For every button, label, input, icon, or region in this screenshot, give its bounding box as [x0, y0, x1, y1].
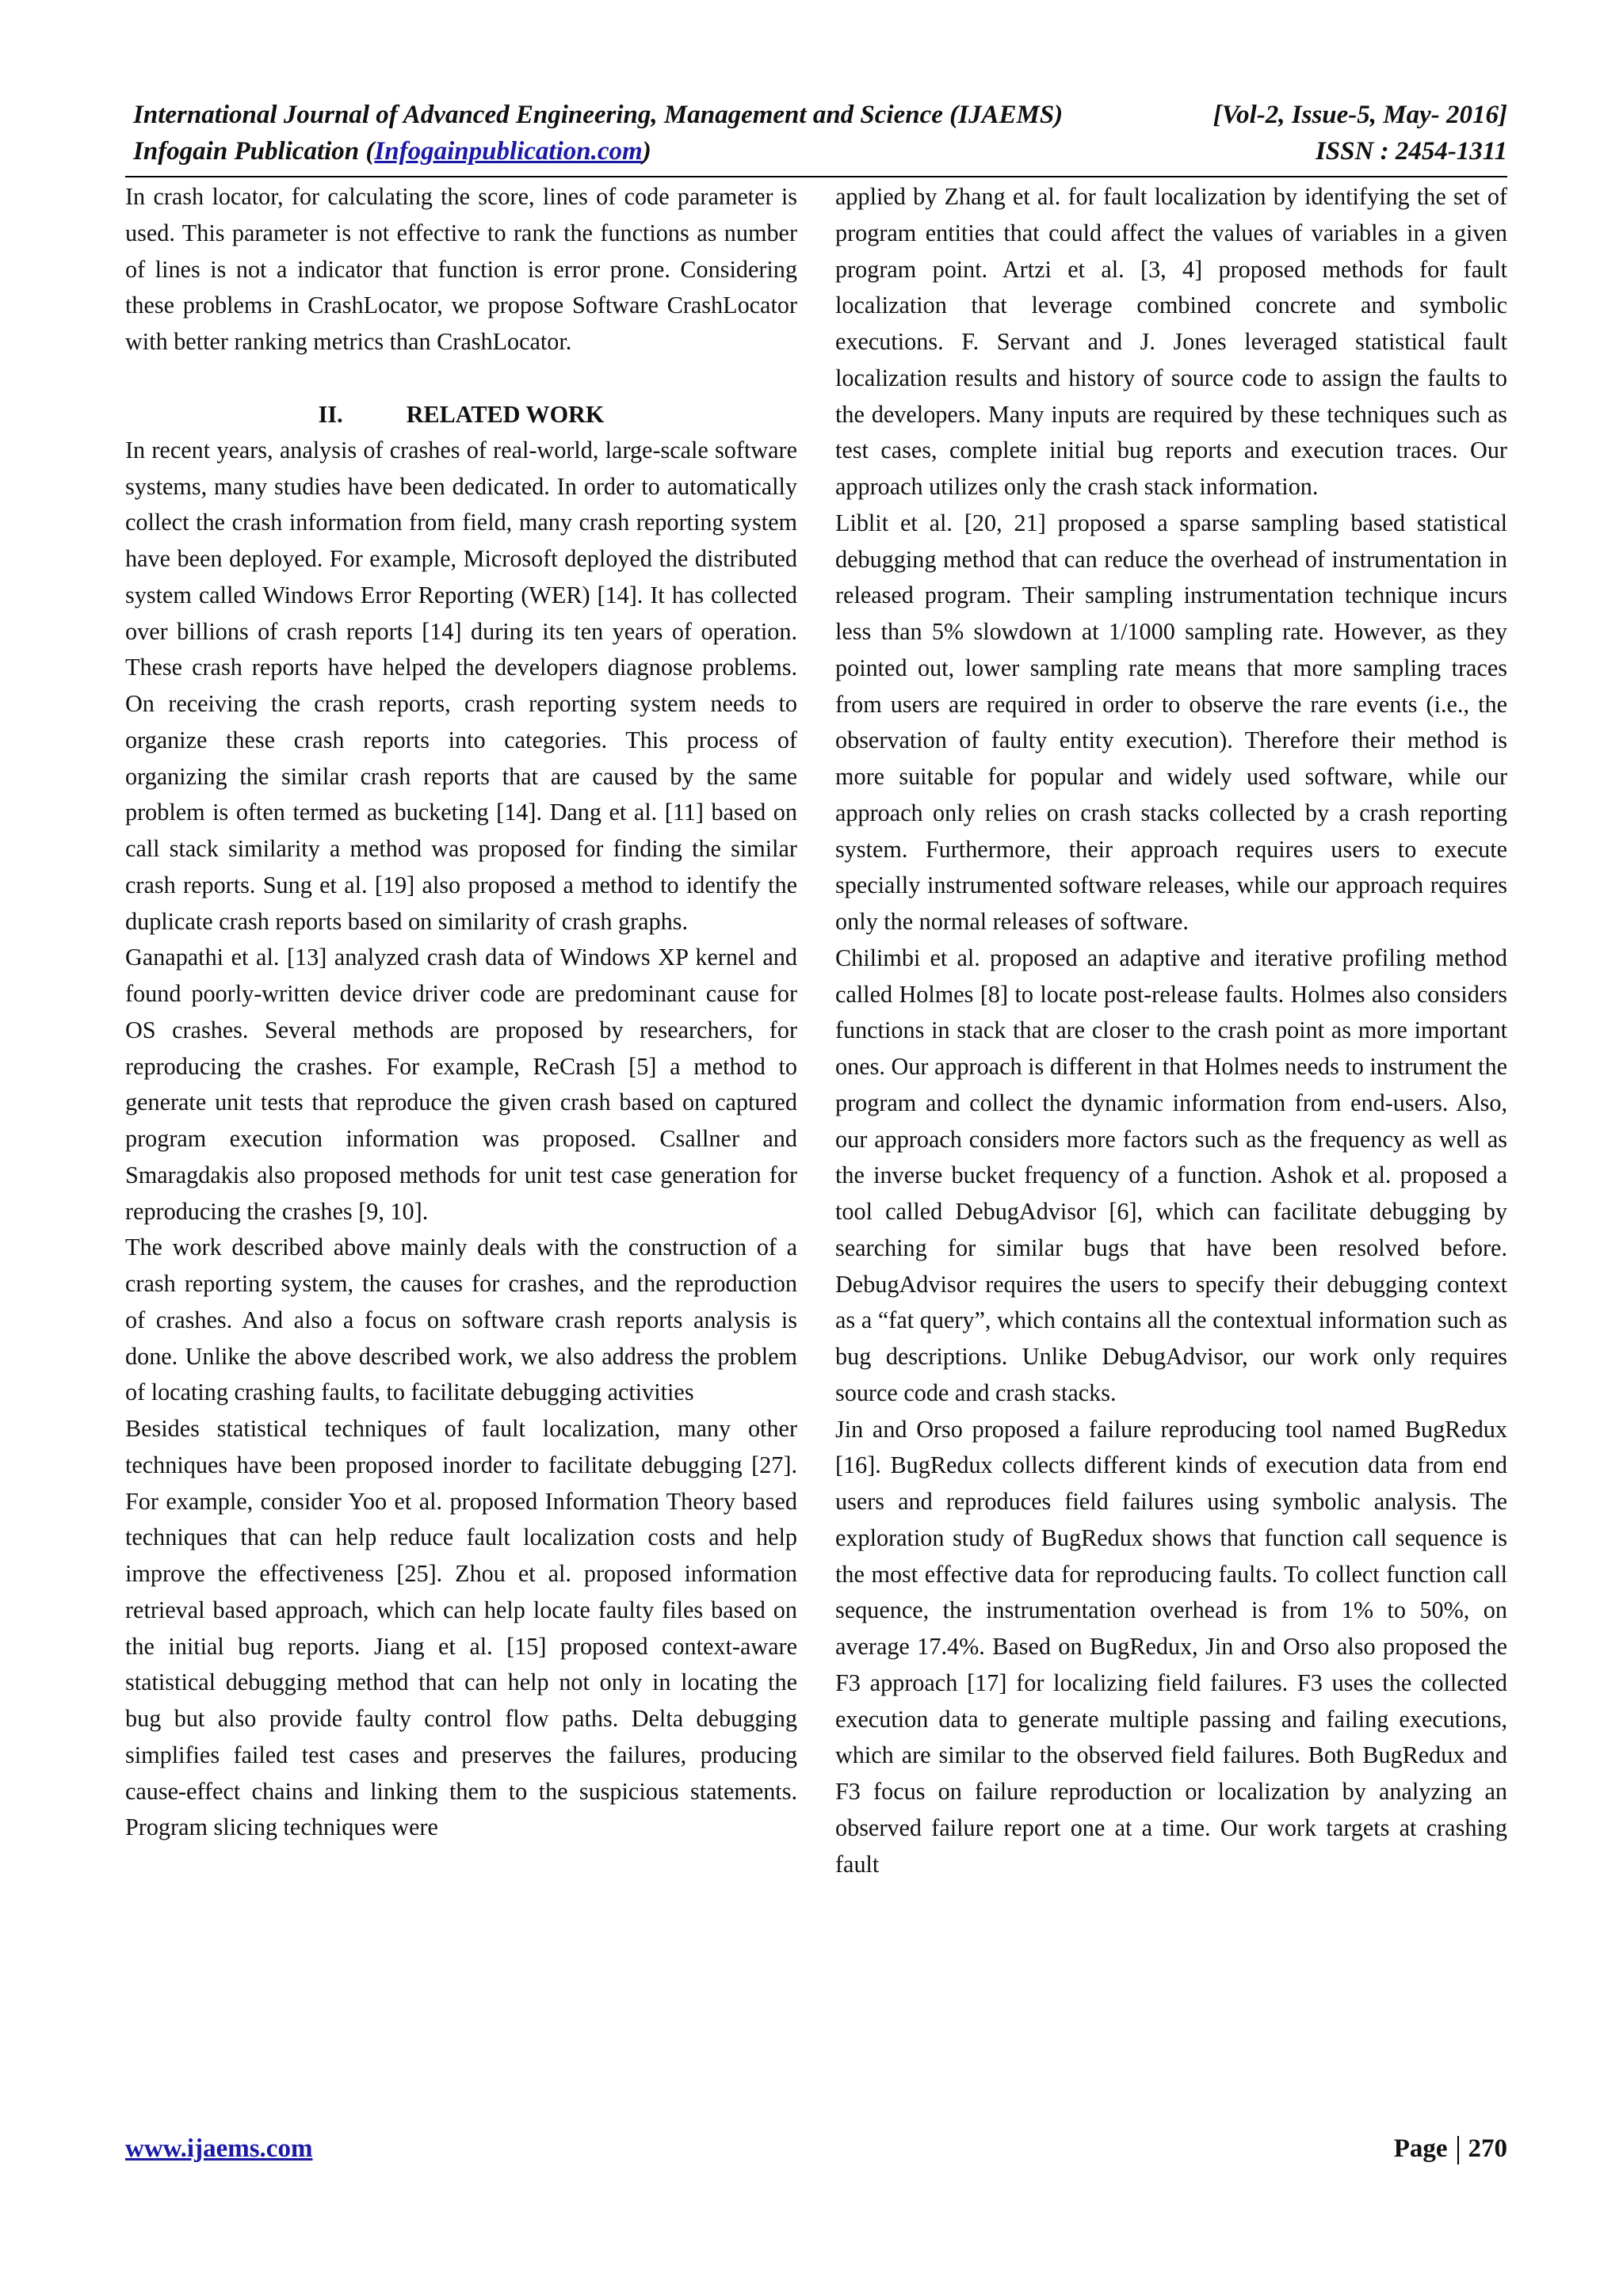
page-header: [133, 97, 1507, 170]
section-number: II.: [318, 400, 343, 428]
issn: ISSN : 2454-1311: [1315, 137, 1507, 166]
website-link[interactable]: www.ijaems.com: [125, 2134, 313, 2163]
right-column: [835, 179, 1507, 1882]
paragraph: The work described above mainly deals with the construction of a crash reporting system, the causes for crashes, and the reproduction of crashes. And also a focus on software crash reports analysis is done. Unlike the above described work, we also address the problem of locating crashing faults, to facilitate debugging activities: [125, 1234, 797, 1406]
section-heading: [125, 396, 797, 433]
page-number-block: Page 270: [1394, 2134, 1507, 2164]
left-column: [125, 179, 797, 1846]
paragraph: Besides statistical techniques of fault localization, many other techniques have been proposed inorder to facilitate debugging [27]. For example, consider Yoo et al. proposed Information Theory based techniques that can help reduce fault localization costs and help improve the effectiveness [25]. Zhou et al. proposed information retrieval based approach, which can help locate faulty files based on the initial bug reports. Jiang et al. [15] proposed context-aware statistical debugging method that can help not only in locating the bug but also provide faulty control flow paths. Delta debugging simplifies failed test cases and preserves the failures, producing cause-effect chains and linking them to the suspicious statements. Program slicing techniques were: [125, 1415, 797, 1841]
paragraph: Jin and Orso proposed a failure reproducing tool named BugRedux [16]. BugRedux collects different kinds of execution data from end users and reproduces field failures using symbolic analysis. The exploration study of BugRedux shows that function call sequence is the most effective data for reproducing faults. To collect function call sequence, the instrumentation overhead is from 1% to 50%, on average 17.4%. Based on BugRedux, Jin and Orso also proposed the F3 approach [17] for localizing field failures. F3 uses the collected execution data to generate multiple passing and failing executions, which are similar to the observed field failures. Both BugRedux and F3 focus on failure reproduction or localization by analyzing an observed failure report one at a time. Our work targets at crashing fault: [835, 1415, 1507, 1878]
header-rule: [125, 176, 1507, 177]
paragraph: Chilimbi et al. proposed an adaptive and iterative profiling method called Holmes [8] to locate post-release faults. Holmes also considers functions in stack that are closer to the crash point as more important ones. Our approach is different in that Holmes needs to instrument the program and collect the dynamic information from end-users. Also, our approach considers more factors such as the frequency as well as the inverse bucket frequency of a function. Ashok et al. proposed a tool called DebugAdvisor [6], which can facilitate debugging by searching for similar bugs that have been resolved before. DebugAdvisor requires the users to specify their debugging context as a “fat query”, which contains all the contextual information such as bug descriptions. Unlike DebugAdvisor, our work only requires source code and crash stacks.: [835, 944, 1507, 1406]
volume-info: [Vol-2, Issue-5, May- 2016]: [1212, 101, 1507, 129]
paragraph: Liblit et al. [20, 21] proposed a sparse sampling based statistical debugging method that can reduce the overhead of instrumentation in released program. Their sampling instrumentation technique incurs less than 5% slowdown at 1/1000 sampling rate. However, as they pointed out, lower sampling rate means that more sampling traces from users are required in order to observe the rare events (i.e., the observation of faulty entity execution). Therefore their method is more suitable for popular and widely used software, while our approach only relies on crash stacks collected by a crash reporting system. Furthermore, their approach requires users to execute specially instrumented software releases, while our approach requires only the normal releases of software.: [835, 509, 1507, 935]
intro-paragraph: In crash locator, for calculating the score, lines of code parameter is used. This parameter is not effective to rank the functions as number of lines is not a indicator that function is error prone. Considering these problems in CrashLocator, we propose Software CrashLocator with better ranking metrics than CrashLocator.: [125, 183, 797, 355]
section-title: RELATED WORK: [406, 400, 605, 428]
page-footer: [125, 2134, 1507, 2164]
journal-title: International Journal of Advanced Engineering, Management and Science (IJAEMS): [133, 101, 1064, 129]
page-number: 270: [1468, 2134, 1507, 2163]
paragraph: Ganapathi et al. [13] analyzed crash data of Windows XP kernel and found poorly-written device driver code are predominant cause for OS crashes. Several methods are proposed by researchers, for reproducing the crashes. For example, ReCrash [5] a method to generate unit tests that reproduce the given crash based on captured program execution information was proposed. Csallner and Smaragdakis also proposed methods for unit test case generation for reproducing the crashes [9, 10].: [125, 944, 797, 1225]
publisher: Infogain Publication (Infogainpublication.com): [133, 137, 651, 166]
publisher-link[interactable]: Infogainpublication.com: [374, 137, 643, 166]
paragraph: applied by Zhang et al. for fault localization by identifying the set of program entities that could affect the values of variables in a given program point. Artzi et al. [3, 4] proposed methods for fault localization that leverage combined concrete and symbolic executions. F. Servant and J. Jones leveraged statistical fault localization results and history of source code to assign the faults to the developers. Many inputs are required by these techniques such as test cases, complete initial bug reports and execution traces. Our approach utilizes only the crash stack information.: [835, 183, 1507, 500]
paragraph: In recent years, analysis of crashes of real-world, large-scale software systems, many studies have been dedicated. In order to automatically collect the crash information from field, many crash reporting system have been deployed. For example, Microsoft deployed the distributed system called Windows Error Reporting (WER) [14]. It has collected over billions of crash reports [14] during its ten years of operation. These crash reports have helped the developers diagnose problems. On receiving the crash reports, crash reporting system needs to organize these crash reports into categories. This process of organizing the similar crash reports that are caused by the same problem is often termed as bucketing [14]. Dang et al. [11] based on call stack similarity a method was proposed for finding the similar crash reports. Sung et al. [19] also proposed a method to identify the duplicate crash reports based on similarity of crash graphs.: [125, 436, 797, 935]
